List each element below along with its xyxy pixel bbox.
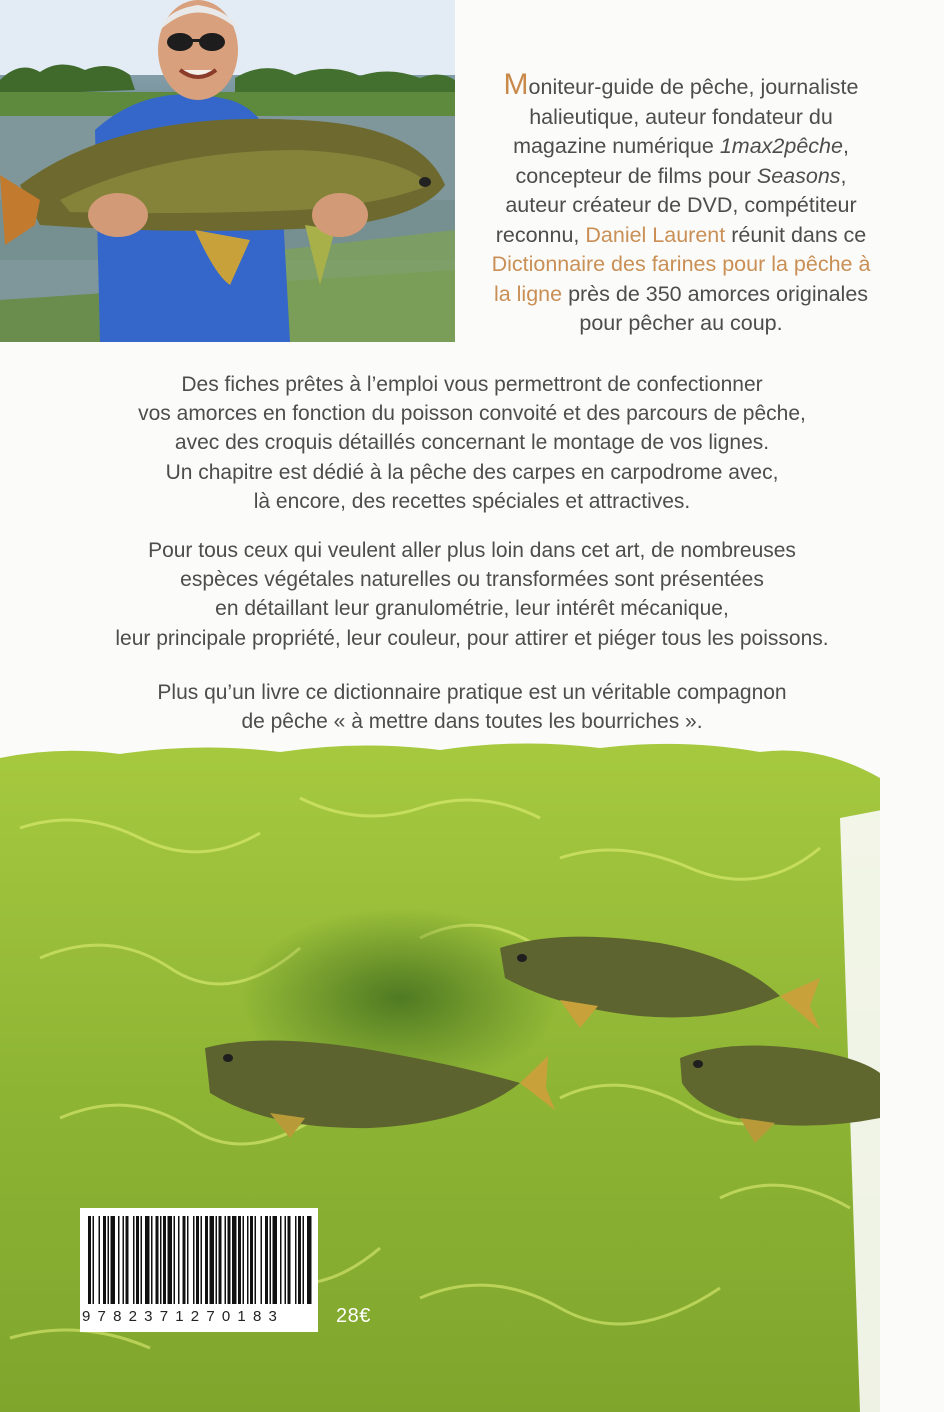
barcode-bar — [270, 1216, 272, 1304]
barcode-bar — [145, 1216, 150, 1304]
barcode-bar — [88, 1216, 91, 1304]
barcode-bar — [93, 1216, 95, 1304]
barcode-bar — [280, 1216, 282, 1304]
price-label: 28€ — [336, 1305, 371, 1327]
barcode-bar — [193, 1216, 195, 1304]
paragraph-line: Plus qu’un livre ce dictionnaire pratique est un véritable compagnon — [157, 681, 787, 704]
author-bio — [466, 70, 896, 339]
barcode-bar — [210, 1216, 215, 1304]
barcode-bar — [183, 1216, 186, 1304]
paragraph-line: de pêche « à mettre dans toutes les bourriches ». — [241, 710, 703, 734]
barcode-bar — [261, 1216, 263, 1304]
author-name: Daniel Laurent — [585, 222, 726, 247]
barcode-bar — [156, 1216, 159, 1304]
bio-line-1: Moniteur-guide de pêche, journaliste — [503, 68, 859, 101]
bio-line-6: reconnu, Daniel Laurent réunit dans ce — [495, 222, 867, 247]
barcode-bar — [243, 1216, 245, 1304]
barcode-bar — [136, 1216, 139, 1304]
barcode-bar — [228, 1216, 231, 1304]
paragraph-compagnon — [0, 678, 944, 736]
barcode-bar — [225, 1216, 227, 1304]
bio-line-4: concepteur de films pour Seasons, — [515, 163, 847, 188]
barcode-bar — [298, 1216, 301, 1304]
bio-line-5: auteur créateur de DVD, compétiteur — [505, 193, 857, 217]
book-title-line-1: Dictionnaire des farines pour la pêche à — [491, 252, 871, 276]
barcode-bar — [295, 1216, 297, 1304]
barcode-bar — [99, 1216, 101, 1304]
bio-line-3: magazine numérique 1max2pêche, — [513, 134, 849, 158]
barcode-bar — [103, 1216, 106, 1304]
barcode-bar — [123, 1216, 125, 1304]
barcode-bar — [205, 1216, 208, 1304]
paragraph-line: là encore, des recettes spéciales et attractives. — [253, 489, 691, 513]
barcode-bar — [160, 1216, 162, 1304]
isbn-digits: 9782371270183 — [82, 1308, 285, 1325]
barcode-bar — [126, 1216, 129, 1304]
barcode-bar — [151, 1216, 153, 1304]
barcode-bar — [232, 1216, 237, 1304]
paragraph-line: Un chapitre est dédié à la pêche des carpes en carpodrome avec, — [165, 460, 779, 484]
seasons-name: Seasons — [756, 163, 841, 188]
book-title-line-2: la ligne — [493, 281, 563, 306]
barcode-bar — [219, 1216, 222, 1304]
paragraph-line: Pour tous ceux qui veulent aller plus loin dans cet art, de nombreuses — [148, 539, 796, 562]
barcode-bar — [108, 1216, 110, 1304]
paragraph-line: Des fiches prêtes à l’emploi vous permettront de confectionner — [181, 373, 763, 396]
barcode-bar — [163, 1216, 166, 1304]
barcode-bar — [174, 1216, 176, 1304]
barcode-bar — [265, 1216, 268, 1304]
barcode-bar — [238, 1216, 241, 1304]
paragraph-line: en détaillant leur granulométrie, leur intérêt mécanique, — [215, 597, 729, 621]
paragraph-line: vos amorces en fonction du poisson convoité et des parcours de pêche, — [138, 402, 806, 426]
barcode-bar — [307, 1216, 312, 1304]
barcode-bar — [201, 1216, 203, 1304]
barcode-bar — [118, 1216, 120, 1304]
barcode-bar — [250, 1216, 253, 1304]
barcode-bar — [141, 1216, 143, 1304]
barcode-bar — [196, 1216, 199, 1304]
barcode-bars — [86, 1216, 312, 1306]
isbn-barcode — [80, 1208, 318, 1332]
paragraph-line: espèces végétales naturelles ou transformées sont présentées — [180, 568, 764, 592]
barcode-bar — [187, 1216, 189, 1304]
barcode-bar — [303, 1216, 305, 1304]
barcode-bar — [247, 1216, 249, 1304]
magazine-name: 1max2pêche — [719, 134, 843, 158]
barcode-bar — [111, 1216, 116, 1304]
paragraph-line: avec des croquis détaillés concernant le montage de vos lignes. — [174, 431, 770, 455]
drop-cap: M — [503, 68, 529, 101]
barcode-bar — [288, 1216, 291, 1304]
bio-line-2: halieutique, auteur fondateur du — [529, 104, 833, 129]
author-photo — [0, 0, 455, 342]
barcode-bar — [285, 1216, 287, 1304]
paragraph-line: leur principale propriété, leur couleur, pour attirer et piéger tous les poissons. — [115, 626, 829, 650]
barcode-bar — [216, 1216, 218, 1304]
paragraph-fiches — [0, 370, 944, 516]
bio-line-8: la ligne près de 350 amorces originales — [493, 281, 869, 306]
paragraph-especes — [0, 536, 944, 653]
barcode-bar — [178, 1216, 180, 1304]
barcode-bar — [273, 1216, 278, 1304]
bio-line-9: pour pêcher au coup. — [579, 311, 783, 335]
barcode-bar — [255, 1216, 257, 1304]
barcode-bar — [168, 1216, 173, 1304]
barcode-bar — [133, 1216, 135, 1304]
